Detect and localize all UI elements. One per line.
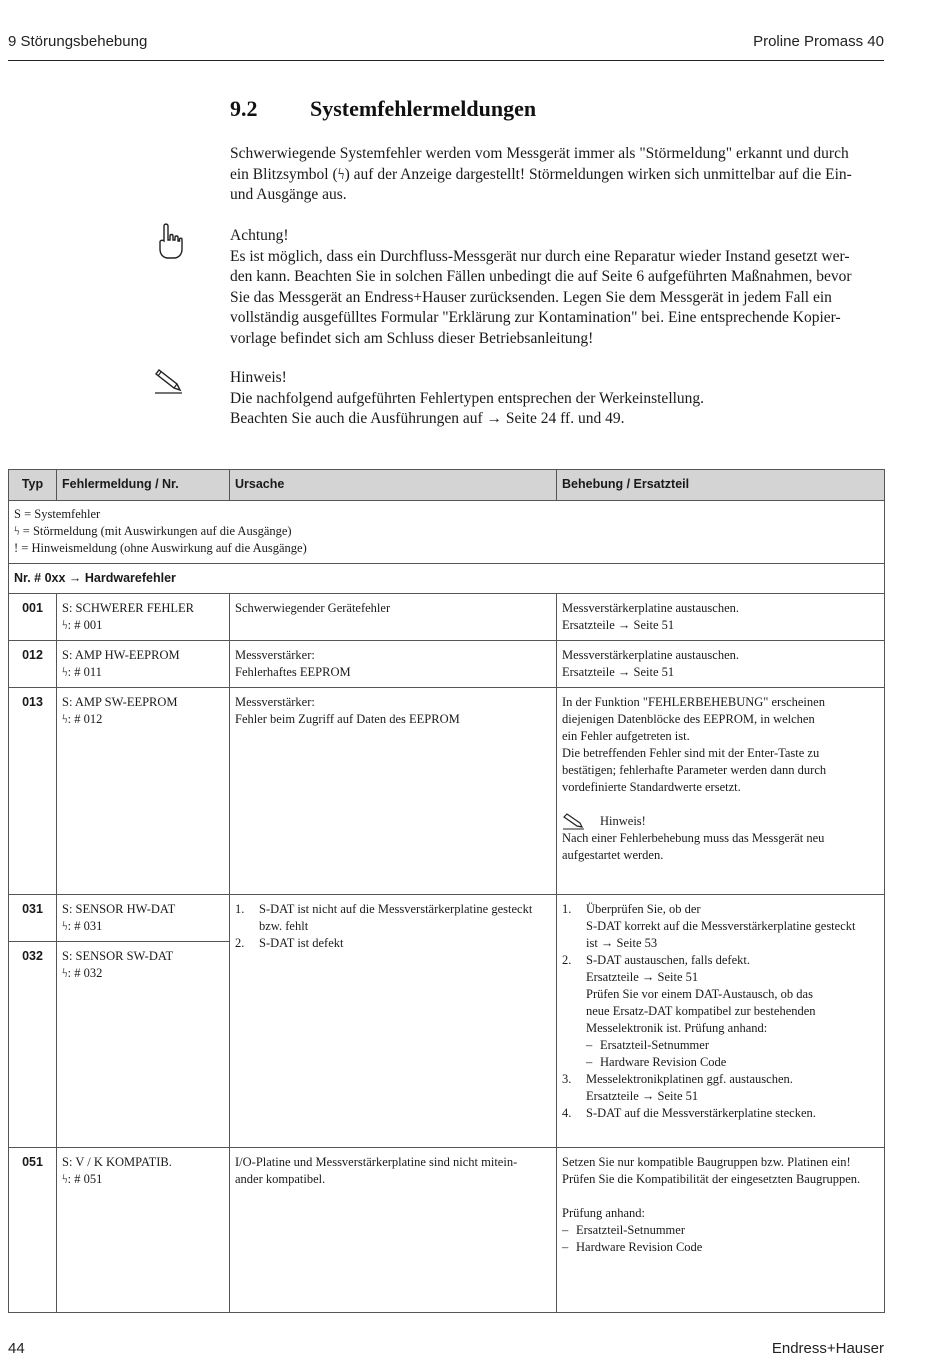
fix-text: In der Funktion "FEHLERBEHEBUNG" erscheinen	[562, 695, 825, 709]
legend-line: S = Systemfehler	[14, 507, 101, 521]
fix-text: diejenigen Datenblöcke des EEPROM, in welchen	[562, 712, 815, 726]
list-number: 4.	[562, 1106, 572, 1120]
list-item	[562, 1071, 879, 1105]
row-fix	[557, 895, 885, 1148]
fix-text: Ersatzteile → Seite 51	[562, 665, 675, 679]
page-header	[8, 30, 884, 61]
fix-text: Ersatzteile → Seite 51	[586, 970, 699, 984]
row-fix	[557, 641, 885, 688]
cause-list	[235, 901, 551, 952]
row-typ: 012	[9, 641, 57, 688]
dash-mark: –	[562, 1223, 569, 1237]
dash-item	[562, 1222, 879, 1239]
fix-text: S-DAT auf die Messverstärkerplatine stecken.	[586, 1106, 816, 1120]
list-item	[562, 952, 879, 1071]
section-title	[230, 96, 536, 122]
table-row	[9, 1148, 885, 1313]
table-row	[9, 641, 885, 688]
fix-text: Überprüfen Sie, ob der	[586, 902, 701, 916]
row-fix	[557, 1148, 885, 1313]
row-cause	[230, 1148, 557, 1313]
row-message	[57, 895, 230, 942]
fix-text: ist → Seite 53	[586, 936, 658, 950]
fix-text: Ersatzteile → Seite 51	[562, 618, 675, 632]
note-text: aufgestartet werden.	[562, 848, 664, 862]
warning-line: vollständig ausgefülltes Formular "Erklärung zur Kontamination" bei. Eine entsprechende Kopier-	[230, 309, 841, 326]
fix-text: Prüfung anhand:	[562, 1206, 645, 1220]
fix-text: neue Ersatz-DAT kompatibel zur bestehenden	[586, 1004, 816, 1018]
chapter-title: 9 Störungsbehebung	[8, 33, 148, 50]
cause-text: ander kompatibel.	[235, 1172, 326, 1186]
dash-mark: –	[586, 1055, 593, 1069]
list-number: 2.	[235, 936, 245, 950]
page-footer	[8, 1340, 884, 1362]
message-code: ϟ: # 032	[62, 966, 103, 981]
list-number: 3.	[562, 1072, 572, 1086]
row-typ: 031	[9, 895, 57, 942]
note-line: Beachten Sie auch die Ausführungen auf → Seite 24 ff. und 49.	[230, 410, 625, 427]
page-number: 44	[8, 1340, 25, 1357]
intro-paragraph	[230, 144, 885, 206]
row-typ: 051	[9, 1148, 57, 1313]
row-message	[57, 594, 230, 641]
list-item	[562, 1105, 879, 1122]
dash-item	[586, 1054, 879, 1071]
message-text: S: SENSOR SW-DAT	[62, 949, 174, 964]
fix-list	[562, 901, 879, 1122]
row-cause	[230, 688, 557, 895]
message-text: S: SENSOR HW-DAT	[62, 902, 176, 916]
table-row	[9, 688, 885, 895]
dash-text: Ersatzteil-Setnummer	[600, 1038, 709, 1052]
message-code: ϟ: # 012	[62, 712, 103, 726]
dash-mark: –	[562, 1240, 569, 1254]
pencil-icon	[562, 812, 586, 830]
note-line: Die nachfolgend aufgeführten Fehlertypen entsprechen der Werkeinstellung.	[230, 389, 705, 407]
dash-text: Hardware Revision Code	[576, 1240, 703, 1254]
list-item	[562, 901, 879, 952]
message-code: ϟ: # 031	[62, 919, 103, 933]
fix-text: Prüfen Sie die Kompatibilität der eingesetzten Baugruppen.	[562, 1172, 861, 1186]
intro-line: Schwerwiegende Systemfehler werden vom Messgerät immer als "Störmeldung" erkannt und durch	[230, 145, 849, 162]
list-number: 1.	[235, 902, 245, 916]
message-text: S: AMP HW-EEPROM	[62, 648, 180, 662]
row-message	[57, 942, 230, 1148]
table-header-row	[9, 470, 885, 501]
message-code: ϟ: # 051	[62, 1172, 103, 1186]
cause-text: Messverstärker:	[235, 695, 315, 709]
note-block	[230, 368, 885, 430]
row-typ: 001	[9, 594, 57, 641]
column-header-message: Fehlermeldung / Nr.	[57, 470, 230, 501]
fix-text: Prüfen Sie vor einem DAT-Austausch, ob das	[586, 987, 813, 1001]
inline-note	[562, 812, 879, 830]
dash-item	[562, 1239, 879, 1256]
list-number: 1.	[562, 902, 572, 916]
list-number: 2.	[562, 953, 572, 967]
message-code: ϟ: # 001	[62, 618, 103, 632]
fix-text: Ersatzteile → Seite 51	[586, 1089, 699, 1103]
group-title: Nr. # 0xx → Hardwarefehler	[9, 564, 885, 594]
cause-text: Fehlerhaftes EEPROM	[235, 665, 351, 679]
group-row	[9, 564, 885, 594]
cause-text: Fehler beim Zugriff auf Daten des EEPROM	[235, 712, 460, 726]
dash-text: Ersatzteil-Setnummer	[576, 1223, 685, 1237]
warning-line: Es ist möglich, dass ein Durchfluss-Messgerät nur durch eine Reparatur wieder Instand gesetzt wer-	[230, 247, 850, 265]
fix-text: Messverstärkerplatine austauschen.	[562, 601, 740, 615]
dash-item	[586, 1037, 879, 1054]
fix-text: S-DAT austauschen, falls defekt.	[586, 953, 750, 967]
cause-text: S-DAT ist nicht auf die Messverstärkerplatine gesteckt	[259, 902, 533, 916]
fix-text: bestätigen; fehlerhafte Parameter werden dann durch	[562, 763, 827, 777]
pointing-hand-icon	[152, 222, 186, 262]
warning-label: Achtung!	[230, 227, 289, 244]
warning-block	[230, 226, 885, 349]
column-header-typ: Typ	[9, 470, 57, 501]
note-text: Nach einer Fehlerbehebung muss das Messgerät neu	[562, 831, 825, 845]
spacer	[562, 1188, 879, 1205]
fix-text: Messelektronik ist. Prüfung anhand:	[586, 1021, 768, 1035]
inline-note-label: Hinweis!	[600, 813, 646, 828]
column-header-cause: Ursache	[230, 470, 557, 501]
column-header-fix: Behebung / Ersatzteil	[557, 470, 885, 501]
error-table	[8, 469, 885, 1313]
fix-text: vordefinierte Standardwerte ersetzt.	[562, 780, 741, 794]
row-message	[57, 1148, 230, 1313]
row-message	[57, 641, 230, 688]
warning-line: Sie das Messgerät an Endress+Hauser zurücksenden. Legen Sie dem Messgerät in jedem Fall ein	[230, 288, 832, 306]
row-message	[57, 688, 230, 895]
table-row	[9, 895, 885, 942]
fix-text: S-DAT korrekt auf die Messverstärkerplatine gesteckt	[586, 919, 856, 933]
message-code: ϟ: # 011	[62, 665, 102, 679]
warning-line: vorlage befindet sich am Schluss dieser Betriebsanleitung!	[230, 329, 594, 347]
section-heading: Systemfehlermeldungen	[310, 96, 537, 121]
row-cause	[230, 594, 557, 641]
row-fix	[557, 594, 885, 641]
product-name: Proline Promass 40	[753, 33, 884, 50]
cause-text: S-DAT ist defekt	[259, 936, 344, 950]
section-number: 9.2	[230, 96, 258, 121]
row-typ: 032	[9, 942, 57, 1148]
legend-line: ! = Hinweismeldung (ohne Auswirkung auf die Ausgänge)	[14, 541, 307, 555]
pencil-icon	[152, 366, 186, 406]
row-cause	[230, 895, 557, 1148]
brand-name: Endress+Hauser	[771, 1340, 884, 1357]
list-item	[235, 901, 551, 935]
message-text: S: V / K KOMPATIB.	[62, 1155, 172, 1169]
fix-text: Die betreffenden Fehler sind mit der Enter-Taste zu	[562, 746, 820, 760]
warning-line: den kann. Beachten Sie in solchen Fällen unbedingt die auf Seite 6 aufgeführten Maßnahmen, bevor	[230, 268, 852, 285]
cause-text: Messverstärker:	[235, 648, 315, 662]
legend-line: ϟ = Störmeldung (mit Auswirkungen auf die Ausgänge)	[14, 524, 292, 538]
row-typ: 013	[9, 688, 57, 895]
fix-text: Messelektronikplatinen ggf. austauschen.	[586, 1072, 793, 1086]
legend-row	[9, 501, 885, 564]
cause-text: I/O-Platine und Messverstärkerplatine sind nicht mitein-	[235, 1155, 518, 1169]
intro-line: und Ausgänge aus.	[230, 186, 347, 203]
fix-text: Messverstärkerplatine austauschen.	[562, 648, 740, 662]
list-item	[235, 935, 551, 952]
dash-text: Hardware Revision Code	[600, 1055, 727, 1069]
message-text: S: SCHWERER FEHLER	[62, 601, 194, 615]
intro-line: ein Blitzsymbol (ϟ) auf der Anzeige dargestellt! Störmeldungen wirken sich unmittelbar auf die Ein-	[230, 165, 852, 183]
row-cause	[230, 641, 557, 688]
table-row	[9, 594, 885, 641]
cause-text: bzw. fehlt	[259, 919, 309, 933]
message-text: S: AMP SW-EEPROM	[62, 695, 178, 709]
cause-text: Schwerwiegender Gerätefehler	[235, 601, 391, 615]
fix-text: Setzen Sie nur kompatible Baugruppen bzw. Platinen ein!	[562, 1155, 851, 1169]
row-fix	[557, 688, 885, 895]
note-label: Hinweis!	[230, 369, 287, 386]
dash-mark: –	[586, 1038, 593, 1052]
fix-text: ein Fehler aufgetreten ist.	[562, 729, 690, 743]
legend-cell	[9, 501, 885, 564]
